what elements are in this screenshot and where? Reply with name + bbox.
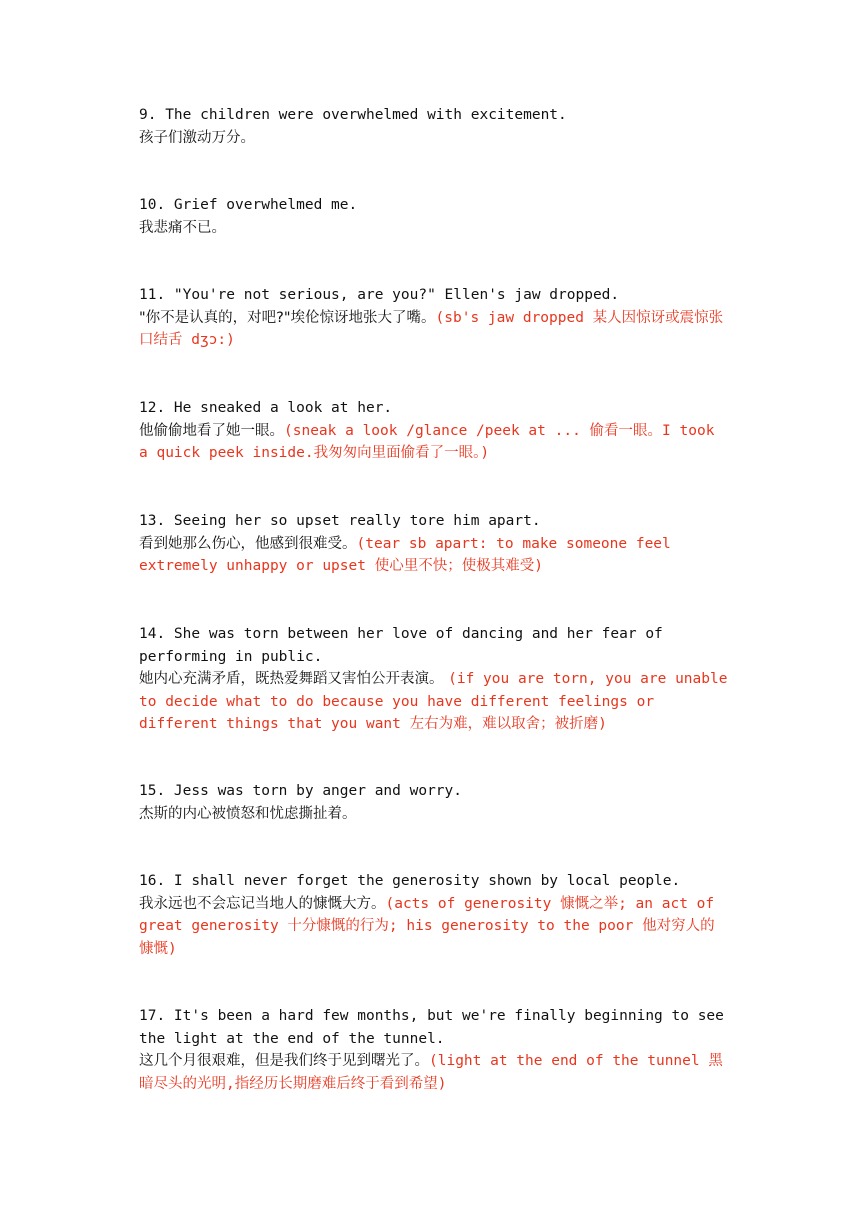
english-sentence: 13. Seeing her so upset really tore him apart.: [139, 513, 541, 529]
translation-line: [139, 533, 729, 578]
chinese-translation: 他偷偷地看了她一眼。: [139, 422, 284, 439]
example-sentence-10: [139, 194, 357, 239]
english-sentence: 16. I shall never forget the generosity shown by local people.: [139, 873, 681, 889]
example-sentence-14: [139, 623, 729, 736]
english-sentence: 15. Jess was torn by anger and worry.: [139, 783, 463, 799]
usage-note: (tear sb apart: to make someone feel extremely unhappy or upset 使心里不快；使极其难受): [139, 535, 671, 575]
usage-note: (sneak a look /glance /peek at ... 偷看一眼。I took a quick peek inside.我匆匆向里面偷看了一眼。): [139, 422, 715, 462]
example-sentence-17: [139, 1005, 729, 1095]
translation-line: [139, 420, 729, 465]
chinese-translation: 孩子们激动万分。: [139, 129, 255, 146]
example-sentence-12: [139, 397, 729, 465]
chinese-translation: 这几个月很艰难，但是我们终于见到曙光了。: [139, 1053, 429, 1070]
translation-line: [139, 668, 729, 736]
usage-note: (acts of generosity 慷慨之举; an act of great generosity 十分慷慨的行为; his generosity to the poor 他对穷人的慷慨): [139, 895, 715, 957]
chinese-translation: 看到她那么伤心，他感到很难受。: [139, 535, 357, 552]
example-sentence-11: [139, 284, 729, 352]
usage-note: (sb's jaw dropped 某人因惊讶或震惊张口结舌 dʒɔ:): [139, 309, 724, 349]
english-sentence: 9. The children were overwhelmed with excitement.: [139, 107, 567, 123]
english-sentence: 10. Grief overwhelmed me.: [139, 197, 358, 213]
usage-note: (if you are torn, you are unable to decide what to do because you have different feelings or different things that you want 左右为难，难以取舍；被折磨): [139, 671, 728, 733]
chinese-translation: "你不是认真的，对吧?"埃伦惊讶地张大了嘴。: [139, 309, 436, 326]
example-sentence-15: [139, 780, 462, 825]
example-sentence-13: [139, 510, 729, 578]
chinese-translation: 我悲痛不已。: [139, 219, 226, 236]
translation-line: [139, 803, 462, 826]
chinese-translation: 她内心充满矛盾，既热爱舞蹈又害怕公开表演。: [139, 671, 449, 688]
translation-line: [139, 217, 357, 240]
chinese-translation: 我永远也不会忘记当地人的慷慨大方。: [139, 895, 386, 912]
english-sentence: 12. He sneaked a look at her.: [139, 400, 393, 416]
example-sentence-16: [139, 870, 729, 960]
translation-line: [139, 307, 729, 352]
chinese-translation: 杰斯的内心被愤怒和忧虑撕扯着。: [139, 805, 357, 822]
usage-note: (light at the end of the tunnel 黑暗尽头的光明,指经历长期磨难后终于看到希望): [139, 1053, 723, 1092]
translation-line: [139, 893, 729, 961]
translation-line: [139, 1050, 729, 1095]
english-sentence: 17. It's been a hard few months, but we're finally beginning to see the light at the end of the tunnel.: [139, 1008, 724, 1047]
example-sentence-9: [139, 104, 567, 149]
translation-line: [139, 127, 567, 150]
english-sentence: 14. She was torn between her love of dancing and her fear of performing in public.: [139, 626, 663, 665]
english-sentence: 11. "You're not serious, are you?" Ellen's jaw dropped.: [139, 287, 620, 303]
